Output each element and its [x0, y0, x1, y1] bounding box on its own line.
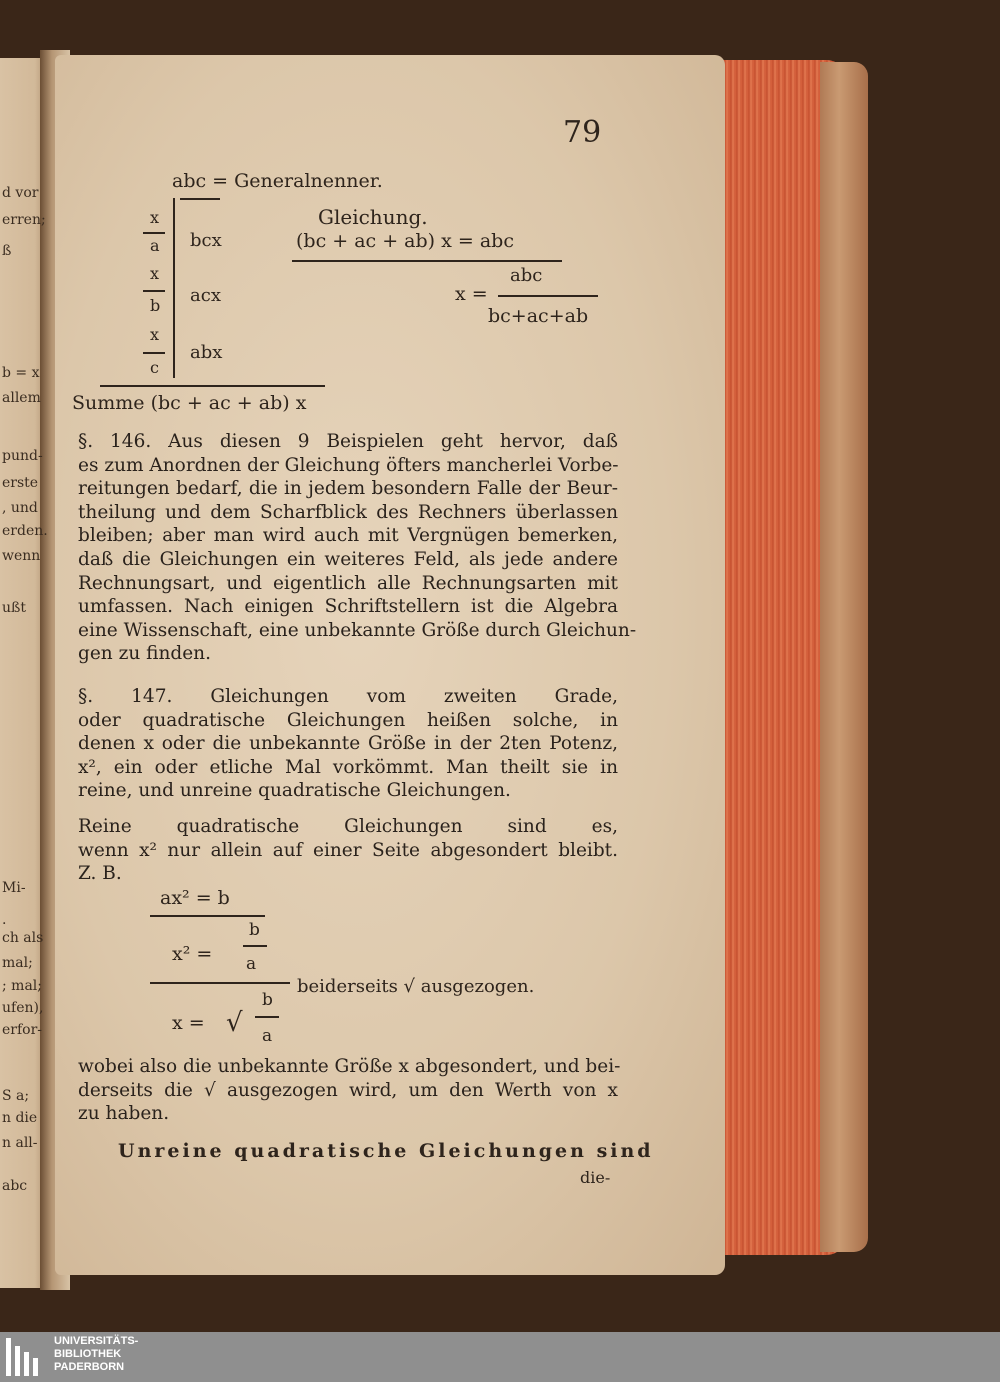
left-page-fragment: Mi- — [2, 880, 26, 896]
fraction-1-den: a — [150, 236, 160, 255]
left-page-fragment: S a; — [2, 1088, 30, 1104]
text-line: Z. B. — [78, 863, 122, 885]
left-page-fragment: erren; — [2, 212, 46, 228]
fraction-1-num: x — [150, 208, 160, 227]
left-page-fragment: n all- — [2, 1135, 38, 1151]
text-line: wobei also die unbekannte Größe x abgesondert, und bei- — [78, 1056, 621, 1077]
paragraph-146 — [78, 430, 637, 666]
left-page-fragment: erste — [2, 475, 39, 491]
left-page-fragment: abc — [2, 1178, 28, 1194]
left-page-fragment: erden. — [2, 523, 48, 539]
formula-line-3-num: b — [262, 990, 273, 1010]
formula-line-2-num: b — [249, 920, 260, 940]
paragraph-147 — [78, 685, 618, 803]
paragraph-unreine: Unreine quadratische Gleichungen sind — [118, 1140, 654, 1162]
root-sign-icon: √ — [226, 1008, 243, 1038]
catchword: die- — [580, 1168, 611, 1187]
text-line: reine, und unreine quadratische Gleichungen. — [78, 780, 511, 802]
equation-heading: Gleichung. — [318, 205, 428, 229]
fraction-2-num: x — [150, 264, 160, 283]
text-line: §. 146. Aus diesen 9 Beispielen geht hervor, daß — [78, 431, 618, 452]
page-number: 79 — [563, 115, 602, 150]
formula-line-3-lhs: x = — [172, 1012, 205, 1034]
text-line: denen x oder die unbekannte Größe in der 2ten Potenz, — [78, 733, 618, 755]
fraction-2-den: b — [150, 296, 161, 315]
left-page-fragment: . — [2, 912, 7, 928]
product-1: bcx — [190, 230, 222, 251]
text-line: §. 147. Gleichungen vom zweiten Grade, — [78, 686, 618, 707]
formula-note: beiderseits √ ausgezogen. — [297, 976, 535, 997]
fraction-divider — [173, 198, 175, 378]
text-line: oder quadratische Gleichungen heißen solche, in — [78, 709, 618, 731]
library-name: UNIVERSITÄTS- BIBLIOTHEK PADERBORN — [54, 1335, 139, 1373]
text-line: x², ein oder etliche Mal vorkömmt. Man theilt sie in — [78, 756, 618, 778]
formula-line-2-den: a — [246, 954, 257, 974]
left-page-fragment: ß — [2, 243, 12, 259]
text-line: zu haben. — [78, 1103, 170, 1125]
common-denominator: abc = Generalnenner. — [172, 170, 383, 192]
left-page-fragment: ; mal; — [2, 978, 42, 994]
equation: (bc + ac + ab) x = abc — [296, 230, 514, 252]
left-page-fragment: d vor — [2, 185, 39, 201]
text-line: umfassen. Nach einigen Schriftstellern ist die Algebra — [78, 596, 618, 618]
product-3: abx — [190, 342, 223, 363]
library-logo-icon — [6, 1338, 46, 1376]
solution-lhs: x = — [455, 283, 488, 305]
text-line: gen zu finden. — [78, 643, 211, 665]
text-line: theilung und dem Scharfblick des Rechners überlassen — [78, 501, 618, 523]
solution-denominator: bc+ac+ab — [488, 305, 589, 327]
left-page-fragment: n die — [2, 1110, 38, 1126]
text-line: es zum Anordnen der Gleichung öfters mancherlei Vorbe- — [78, 454, 619, 476]
text-line: eine Wissenschaft, eine unbekannte Größe durch Gleichun- — [78, 619, 637, 641]
left-page-fragment: pund- — [2, 448, 43, 464]
text-line: Rechnungsart, und eigentlich alle Rechnungsarten mit — [78, 572, 618, 594]
left-page-fragment: b = x — [2, 365, 40, 381]
sum-line: Summe (bc + ac + ab) x — [72, 392, 307, 414]
left-page-fragment: ußt — [2, 600, 26, 616]
left-page-fragment: allem — [2, 390, 41, 406]
fraction-3-num: x — [150, 325, 160, 344]
product-2: acx — [190, 285, 221, 306]
formula-line-2-lhs: x² = — [172, 943, 213, 965]
text-line: bleiben; aber man wird auch mit Vergnügen bemerken, — [78, 525, 618, 547]
left-page-fragment: wenn — [2, 548, 41, 564]
book-cover — [820, 62, 868, 1252]
text-line: reitungen bedarf, die in jedem besondern Falle der Beur- — [78, 478, 618, 500]
formula-line-3-den: a — [262, 1026, 273, 1046]
left-page-fragment: mal; — [2, 955, 33, 971]
left-page-fragment: , und — [2, 500, 38, 516]
paragraph-wobei — [78, 1055, 621, 1126]
formula-line-1: ax² = b — [160, 887, 230, 909]
text-line: Reine quadratische Gleichungen sind es, — [78, 816, 618, 837]
left-page-fragment: ufen), — [2, 1000, 44, 1016]
fraction-3-den: c — [150, 358, 159, 377]
text-line: daß die Gleichungen ein weiteres Feld, als jede andere — [78, 548, 618, 570]
text-line: wenn x² nur allein auf einer Seite abgesondert bleibt. — [78, 839, 618, 861]
left-page-fragment: erfor- — [2, 1022, 43, 1038]
left-page-fragment: ch als — [2, 930, 44, 946]
solution-numerator: abc — [510, 265, 543, 286]
text-line: derseits die √ ausgezogen wird, um den Werth von x — [78, 1079, 618, 1101]
library-footer — [0, 1332, 1000, 1382]
paragraph-reine — [78, 815, 618, 886]
